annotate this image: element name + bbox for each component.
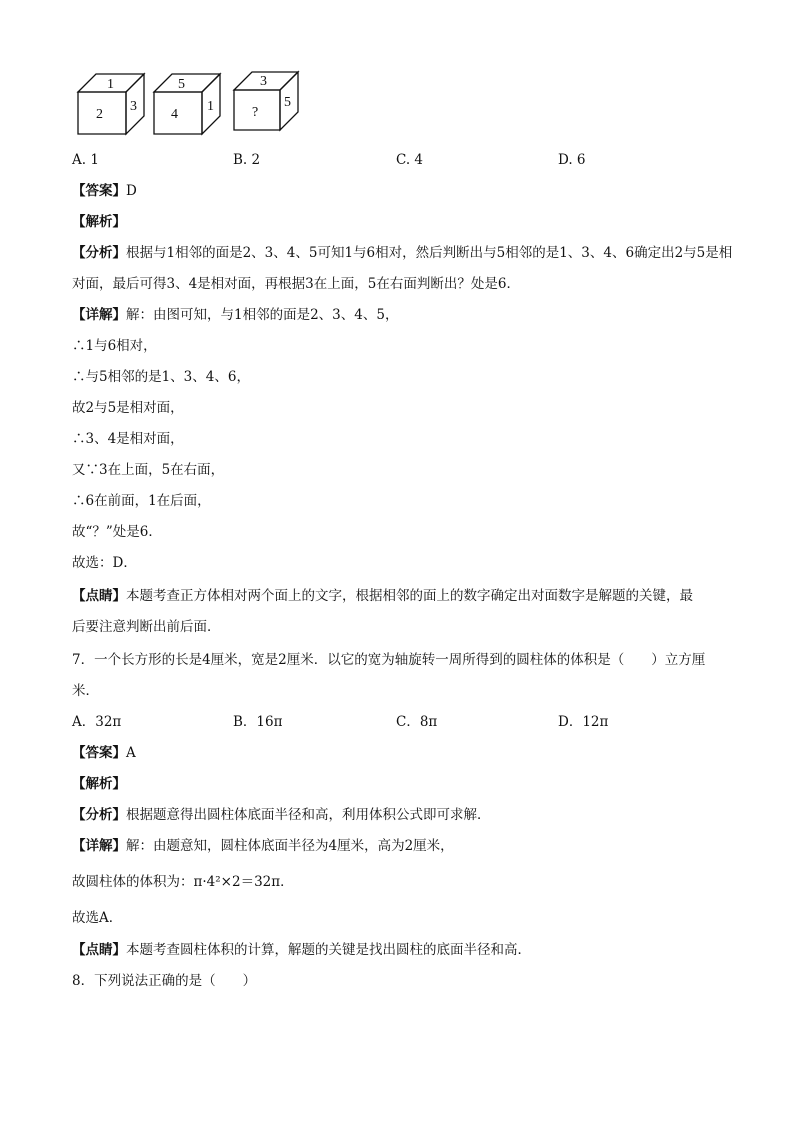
q6-xiangjie-text: 解：由图可知，与1相邻的面是2、3、4、5， [126,307,399,323]
q7-dianjing-line [72,940,531,960]
q6-analysis-tag: 【解析】 [72,214,126,230]
q7-formula-prefix: 故圆柱体的体积为： [72,874,194,890]
cube-2-front: 4 [171,107,178,122]
cube-1-front: 2 [96,107,103,122]
cube-1-top: 1 [107,77,114,92]
q7-xiangjie-line [72,836,454,856]
q6-fenxi-text-1: 根据与1相邻的面是2、3、4、5可知1与6相对，然后判断出与5相邻的是1、3、4、6确定出2与5是相 [126,245,733,261]
q8-question-line: 8．下列说法正确的是（ ） [72,973,257,989]
q6-step-2: ∴与5相邻的是1、3、4、6， [72,369,250,385]
q6-answer-tag: 【答案】 [72,183,126,199]
cube-3-side: 5 [284,95,291,110]
cube-1 [78,74,144,134]
q7-question-line-1: 7．一个长方形的长是4厘米，宽是2厘米．以它的宽为轴旋转一周所得到的圆柱体的体积是（ ）立方厘 [72,652,706,668]
q6-dianjing-text-1: 本题考查正方体相对两个面上的文字，根据相邻的面上的数字确定出对面数字是解题的关键，最 [126,588,693,604]
q6-xiangjie-line [72,305,398,325]
q6-step-1: ∴1与6相对， [72,338,157,354]
q7-fenxi-tag: 【分析】 [72,807,126,823]
q6-answer: D [126,183,137,199]
q7-formula-line [72,872,294,892]
q6-option-d: D. 6 [558,152,586,168]
q7-fenxi-line [72,805,491,825]
q6-fenxi-tag: 【分析】 [72,245,126,261]
q6-option-a: A. 1 [72,152,99,168]
cube-2-side: 1 [207,99,214,114]
q7-option-b: B．16π [233,714,283,730]
q7-dianjing-tag: 【点睛】 [72,942,126,958]
q6-fenxi-line-1 [72,243,732,263]
q6-step-4: ∴3、4是相对面， [72,431,184,447]
q6-step-7: 故“？”处是6． [72,524,162,540]
q6-fenxi-line-2: 对面，最后可得3、4是相对面，再根据3在上面，5在右面判断出？处是6． [72,276,520,292]
q7-option-d: D．12π [558,714,609,730]
q6-dianjing-tag: 【点睛】 [72,588,126,604]
q6-option-b: B. 2 [233,152,261,168]
q6-dianjing-line-1 [72,586,693,606]
q7-choose-line: 故选A． [72,910,123,926]
q7-fenxi-text: 根据题意得出圆柱体底面半径和高，利用体积公式即可求解． [126,807,491,823]
q7-answer-tag: 【答案】 [72,745,126,761]
q7-xiangjie-text: 解：由题意知，圆柱体底面半径为4厘米，高为2厘米， [126,838,454,854]
q6-step-8: 故选：D． [72,555,137,571]
q6-step-5: 又∵3在上面，5在右面， [72,462,225,478]
q7-analysis-tag: 【解析】 [72,776,126,792]
q6-dianjing-line-2: 后要注意判断出前后面． [72,619,221,635]
q6-option-c: C. 4 [396,152,424,168]
q7-option-c: C．8π [396,714,438,730]
q7-option-a: A．32π [72,714,122,730]
q7-analysis-tag-line [72,774,126,794]
cube-2-top: 5 [178,77,185,92]
cube-1-side: 3 [130,99,137,114]
cube-figures [74,68,314,138]
q7-formula: π·4²×2＝32π． [193,874,294,890]
q6-answer-line [72,181,137,201]
q7-dianjing-text: 本题考查圆柱体积的计算，解题的关键是找出圆柱的底面半径和高． [126,942,531,958]
q7-xiangjie-tag: 【详解】 [72,838,126,854]
q7-question-line-2: 米． [72,683,99,699]
q7-answer-line [72,743,136,763]
cube-3-front: ? [252,105,259,120]
cube-3-top: 3 [260,74,267,89]
cubes-svg [74,68,314,138]
q7-answer: A [126,745,136,761]
q6-analysis-tag-line [72,212,126,232]
q6-xiangjie-tag: 【详解】 [72,307,126,323]
cube-2 [154,74,220,134]
q6-step-3: 故2与5是相对面， [72,400,184,416]
q6-step-6: ∴6在前面，1在后面， [72,493,211,509]
cube-3 [234,72,298,130]
